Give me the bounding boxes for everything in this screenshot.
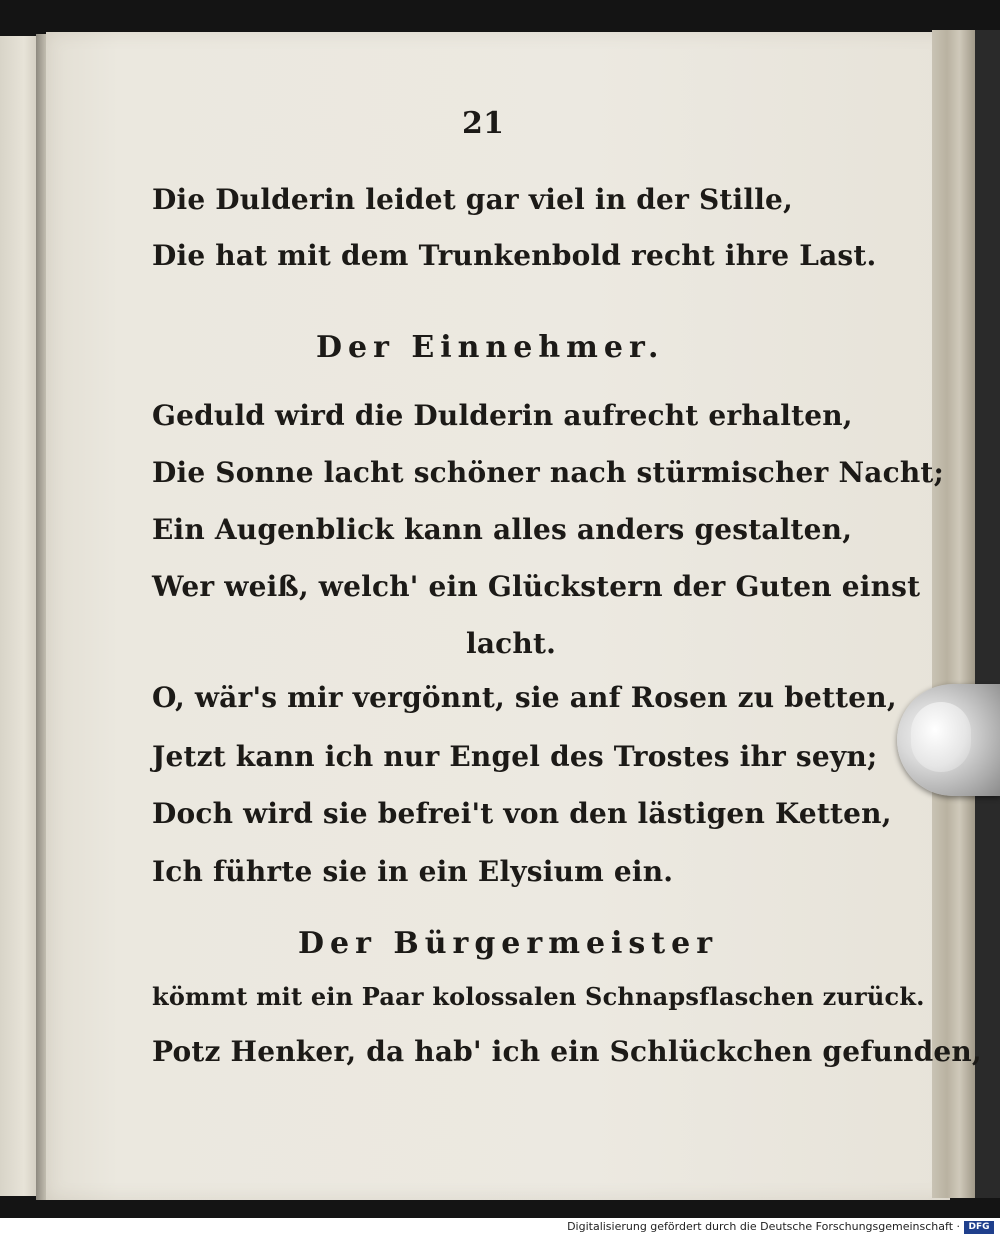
verse-line: Ich führte sie in ein Elysium ein. [152,855,674,888]
speaker-heading: Der Einnehmer. [316,330,665,365]
verse-line: Die Sonne lacht schöner nach stürmischer Nacht; [152,456,945,489]
page-number: 21 [462,106,505,141]
attribution-text: Digitalisierung gefördert durch die Deutsche Forschungsgemeinschaft · [567,1220,960,1233]
verse-line: O, wär's mir vergönnt, sie anf Rosen zu betten, [152,681,897,714]
verse-line: Die Dulderin leidet gar viel in der Stille, [152,183,793,216]
verse-line: Jetzt kann ich nur Engel des Trostes ihr seyn; [152,740,878,773]
stage-direction: kömmt mit ein Paar kolossalen Schnapsflaschen zurück. [152,982,925,1011]
attribution-footer [0,1218,1000,1237]
verse-line-continuation: lacht. [466,627,557,660]
verse-line: Geduld wird die Dulderin aufrecht erhalten, [152,399,853,432]
verse-line: Die hat mit dem Trunkenbold recht ihre Last. [152,239,877,272]
verse-line: Potz Henker, da hab' ich ein Schlückchen gefunden, [152,1035,982,1068]
verse-line: Wer weiß, welch' ein Glückstern der Guten einst [152,570,921,603]
verse-line: Ein Augenblick kann alles anders gestalten, [152,513,853,546]
verse-line: Doch wird sie befrei't von den lästigen Ketten, [152,797,892,830]
speaker-heading: Der Bürgermeister [298,926,719,961]
dfg-logo: DFG [964,1221,994,1234]
